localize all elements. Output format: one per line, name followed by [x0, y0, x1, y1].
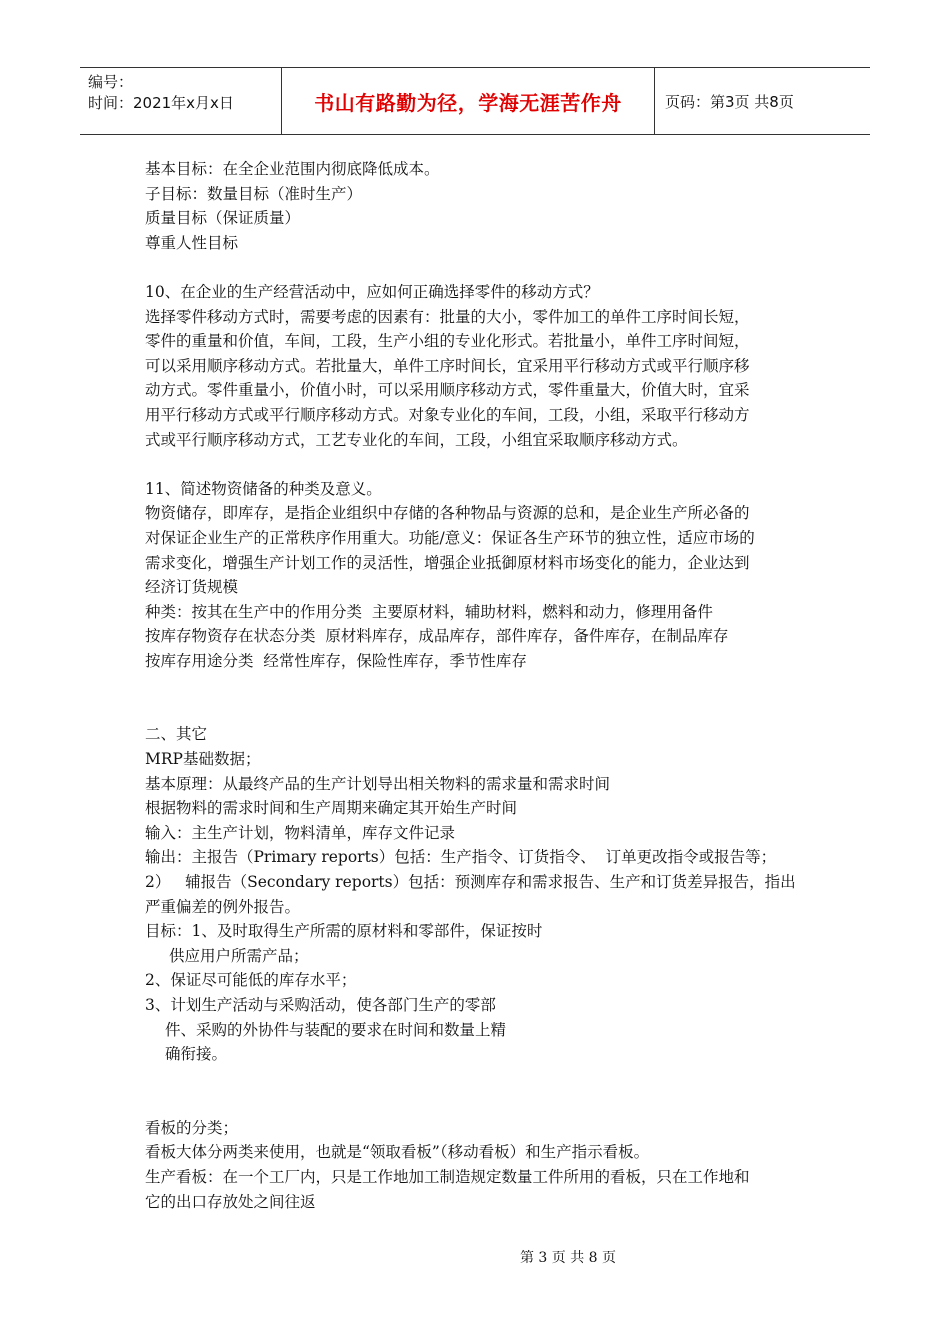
paragraph-line: 2） 辅报告（Secondary reports）包括：预测库存和需求报告、生产和订货差异报告，指出: [145, 873, 796, 892]
paragraph-line: 它的出口存放处之间往返: [145, 1192, 316, 1211]
paragraph-line: 对保证企业生产的正常秩序作用重大。功能/意义：保证各生产环节的独立性，适应市场的: [145, 528, 755, 547]
question-11-title: 11、简述物资储备的种类及意义。: [145, 479, 382, 498]
paragraph-line: 可以采用顺序移动方式。若批量大，单件工序时间长，宜采用平行移动方式或平行顺序移: [145, 356, 750, 375]
paragraph-line: 严重偏差的例外报告。: [145, 897, 301, 916]
header-page-info: 页码：第3页 共8页: [665, 92, 794, 111]
paragraph-line: 看板大体分两类来使用，也就是“领取看板”（移动看板）和生产指示看板。: [145, 1143, 650, 1162]
paragraph-line: 目标：1、及时取得生产所需的原材料和零部件，保证按时: [145, 922, 543, 941]
goal-3-continuation: 确衔接。: [165, 1045, 228, 1064]
goal-1-continuation: 供应用户所需产品；: [169, 946, 309, 965]
document-date: 时间：2021年x月x日: [88, 94, 234, 112]
page-header: [80, 67, 870, 135]
paragraph-line: 式或平行顺序移动方式，工艺专业化的车间，工段，小组宜采取顺序移动方式。: [145, 430, 688, 449]
paragraph-line: 经济订货规模: [145, 578, 239, 597]
goal-line: 质量目标（保证质量）: [145, 209, 301, 228]
goal-3-continuation: 件、采购的外协件与装配的要求在时间和数量上精: [165, 1020, 507, 1039]
goal-line: 子目标：数量目标（准时生产）: [145, 184, 363, 203]
question-10-title: 10、在企业的生产经营活动中，应如何正确选择零件的移动方式？: [145, 282, 599, 301]
mrp-title: MRP基础数据；: [145, 750, 261, 769]
paragraph-line: 基本原理：从最终产品的生产计划导出相关物料的需求量和需求时间: [145, 774, 611, 793]
paragraph-line: 物资储存，即库存，是指企业组织中存储的各种物品与资源的总和，是企业生产所必备的: [145, 504, 750, 523]
paragraph-line: 需求变化，增强生产计划工作的灵活性，增强企业抵御原材料市场变化的能力，企业达到: [145, 553, 750, 572]
paragraph-line: 种类：按其在生产中的作用分类 主要原材料，辅助材料，燃料和动力，修理用备件: [145, 602, 713, 621]
paragraph-line: 生产看板：在一个工厂内，只是工作地加工制造规定数量工件所用的看板，只在工作地和: [145, 1167, 750, 1186]
header-left-cell: [80, 68, 281, 134]
document-number-label: 编号：: [88, 73, 134, 91]
paragraph-line: 输入：主生产计划，物料清单，库存文件记录: [145, 823, 456, 842]
paragraph-line: 动方式。零件重量小，价值小时，可以采用顺序移动方式，零件重量大，价值大时，宜采: [145, 381, 750, 400]
kanban-title: 看板的分类；: [145, 1118, 239, 1137]
paragraph-line: 根据物料的需求时间和生产周期来确定其开始生产时间: [145, 799, 518, 818]
header-motto: 书山有路勤为径，学海无涯苦作舟: [281, 68, 655, 134]
paragraph-line: 用平行移动方式或平行顺序移动方式。对象专业化的车间，工段，小组，采取平行移动方: [145, 405, 750, 424]
goal-3-line: 3、计划生产活动与采购活动，使各部门生产的零部: [145, 996, 496, 1014]
paragraph-line: 输出：主报告（Primary reports）包括：生产指令、订货指令、 订单更改指令或报告等；: [145, 848, 777, 867]
goal-2-line: 2、保证尽可能低的库存水平；: [145, 971, 357, 990]
page-footer: 第 3 页 共 8 页: [519, 1250, 617, 1266]
document-body: [145, 157, 813, 1214]
goal-line: 尊重人性目标: [145, 233, 239, 252]
paragraph-line: 零件的重量和价值，车间，工段，生产小组的专业化形式。若批量小，单件工序时间短，: [145, 332, 750, 351]
paragraph-line: 选择零件移动方式时，需要考虑的因素有：批量的大小，零件加工的单件工序时间长短，: [145, 307, 750, 326]
paragraph-line: 按库存用途分类 经常性库存，保险性库存，季节性库存: [145, 651, 527, 670]
paragraph-line: 按库存物资存在状态分类 原材料库存，成品库存，部件库存，备件库存，在制品库存: [145, 627, 729, 646]
section-title-other: 二、其它: [145, 725, 208, 744]
goal-line: 基本目标：在全企业范围内彻底降低成本。: [145, 160, 440, 178]
